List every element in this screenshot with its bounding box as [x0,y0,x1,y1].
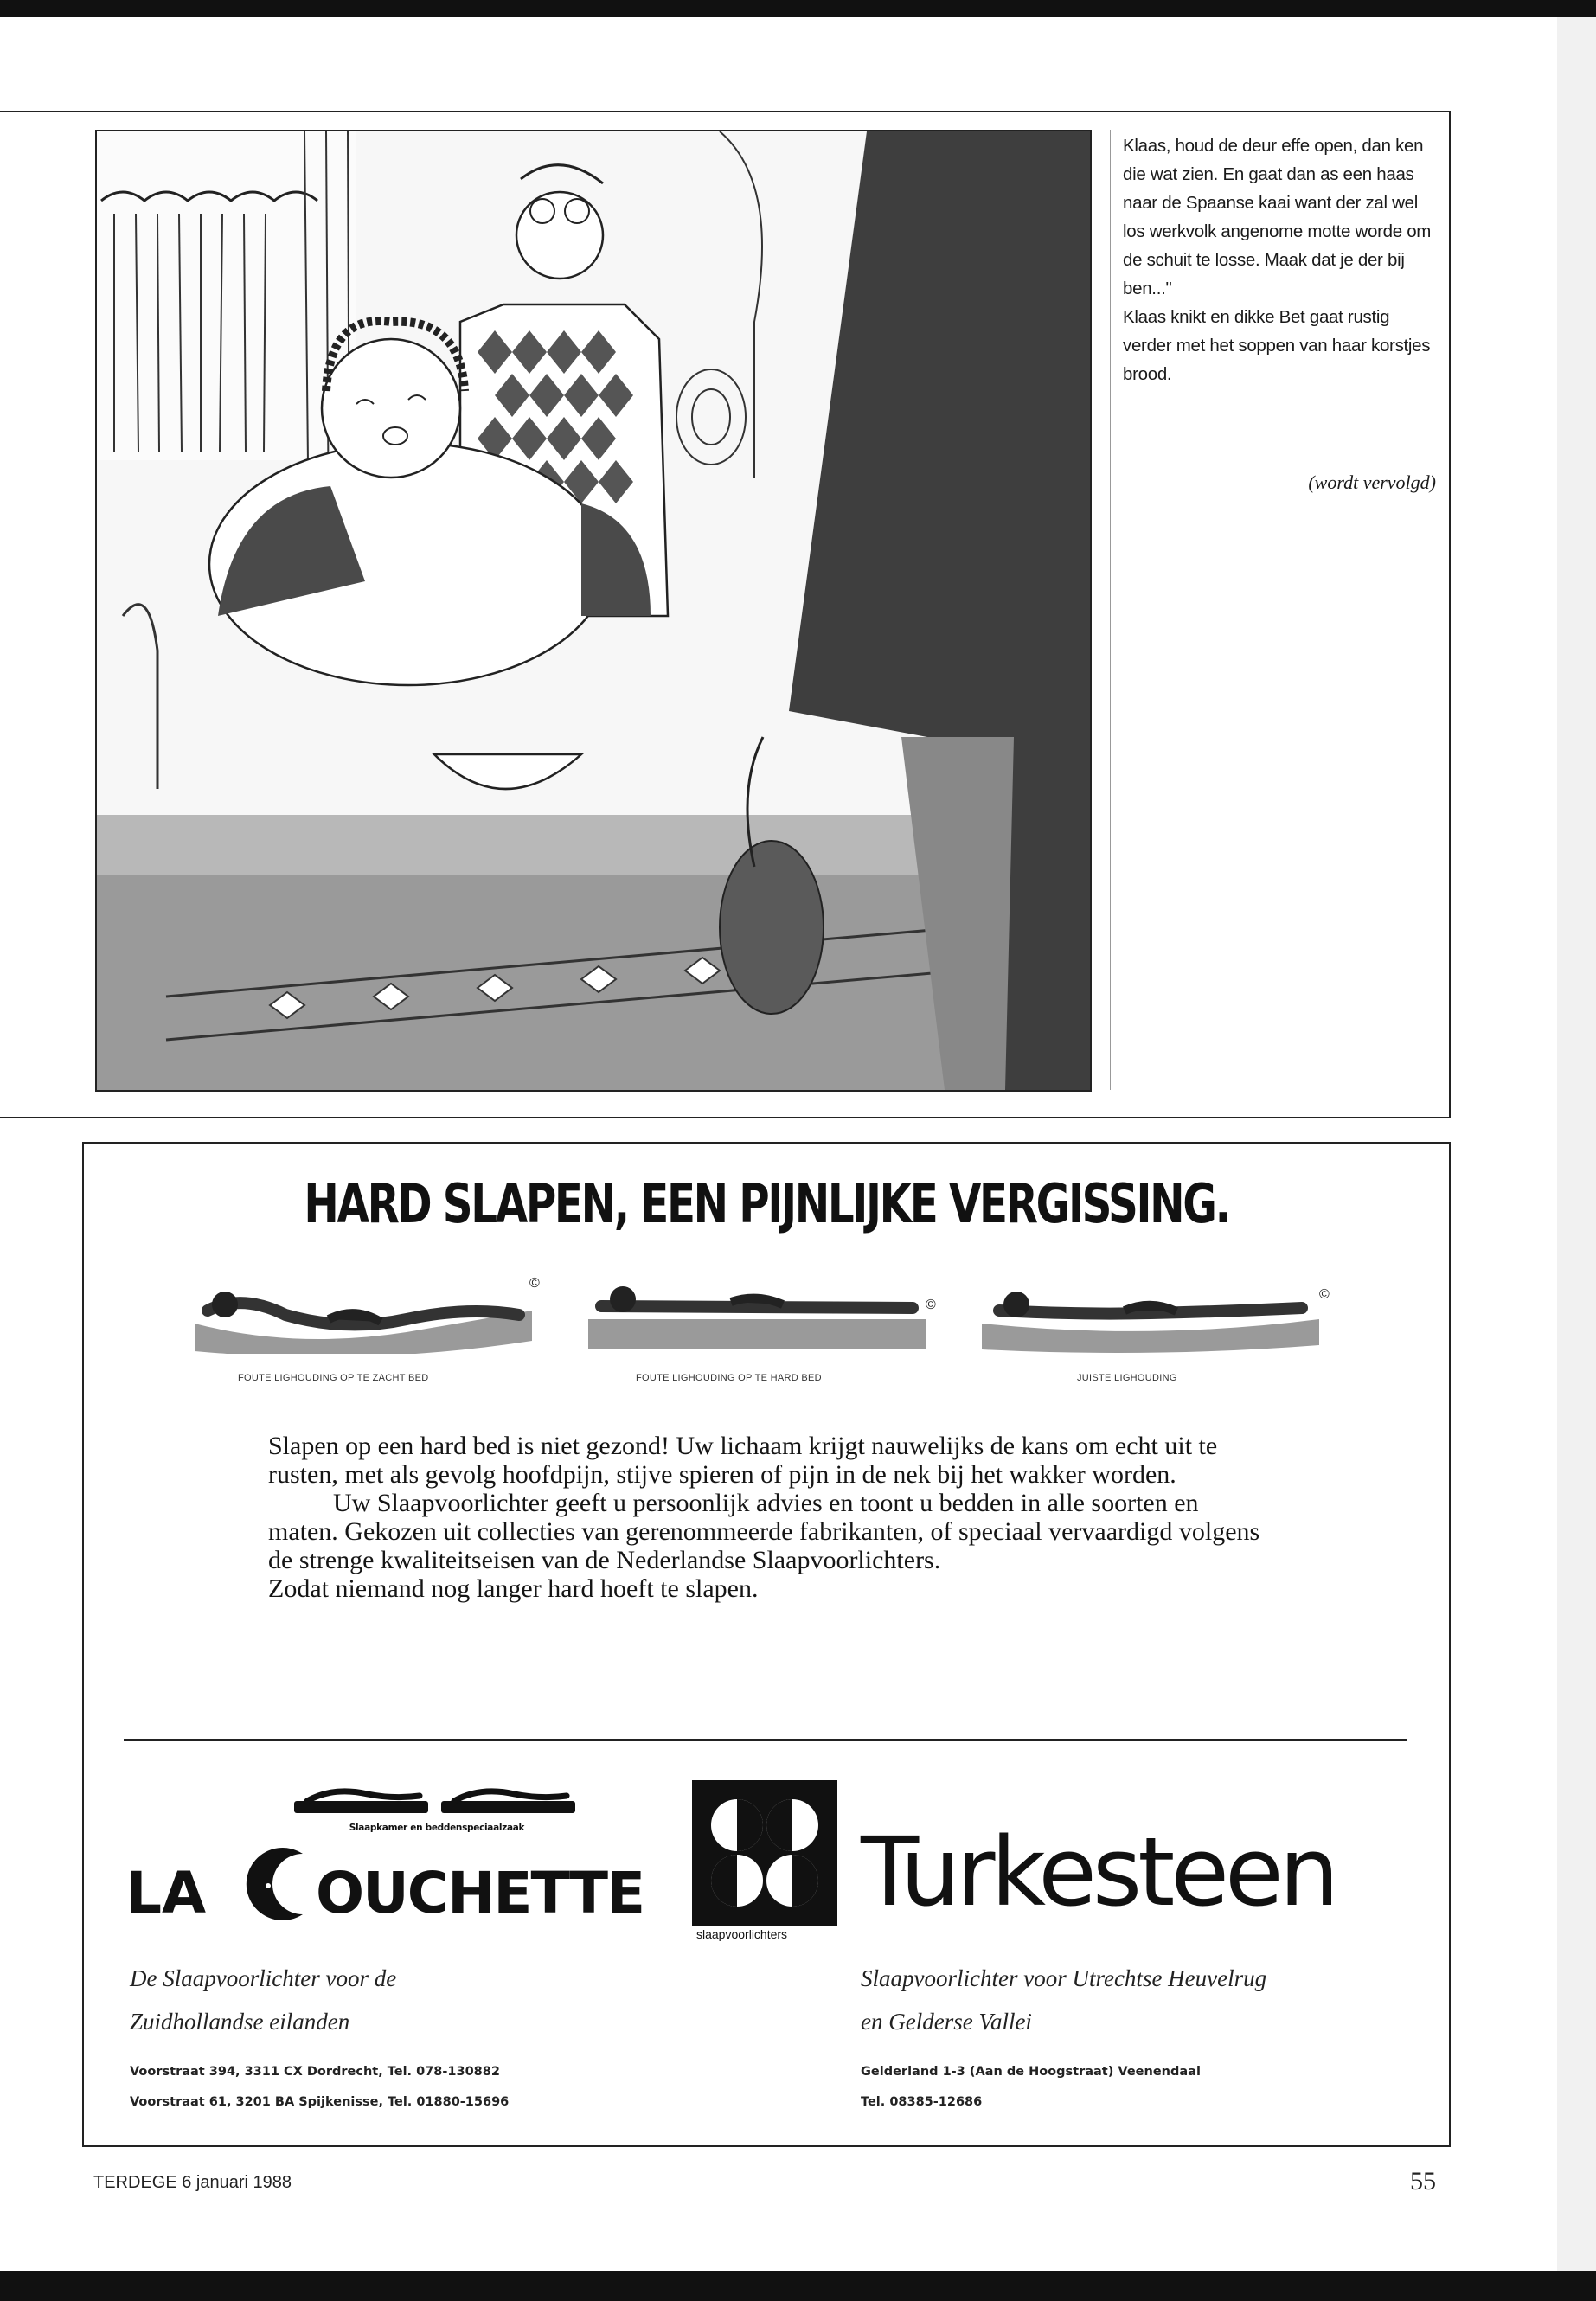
sleeper-caption: JUISTE LIGHOUDING [1077,1373,1177,1383]
address-line: Tel. 08385-12686 [861,2095,983,2109]
story-paragraph: Klaas, houd de deur effe open, dan ken die wat zien. En gaat dan as een haas naar de Spaanse kaai want der zal wel los werkvolk angenome motte worde om de schuit te losse. Maak dat je der bij ben..." [1123,136,1432,298]
ad-headline: HARD SLAPEN, EEN PIJNLIJKE VERGISSING. [304,1172,1229,1235]
copyright-mark: © [529,1276,540,1291]
publication-footer: TERDEGE 6 januari 1988 [93,2173,292,2192]
la-couchette-brand-rest: OUCHETTE [316,1860,644,1926]
ad-divider [124,1739,1407,1741]
sleeper-correct-posture-illustration [977,1272,1324,1354]
la-couchette-description [130,1957,396,2043]
sleeper-soft-bed-illustration [190,1272,536,1354]
copyright-mark: © [1319,1287,1330,1302]
description-line: Zuidhollandse eilanden [130,2009,350,2035]
la-couchette-tagline: Slaapkamer en beddenspeciaalzaak [349,1823,525,1833]
sleeper-caption: FOUTE LIGHOUDING OP TE HARD BED [636,1373,822,1383]
address-line: Gelderland 1-3 (Aan de Hoogstraat) Veenendaal [861,2065,1201,2079]
ad-paragraph: Zodat niemand nog langer hard hoeft te slapen. [268,1574,759,1603]
description-line: De Slaapvoorlichter voor de [130,1965,397,1991]
turkesteen-brand: Turkesteen [861,1817,1336,1927]
slaapvoorlichters-logo-icon [692,1780,837,1934]
page-number: 55 [1410,2167,1436,2195]
sleeper-hard-bed-illustration [584,1272,930,1354]
la-couchette-addresses [130,2057,509,2118]
turkesteen-description [861,1957,1266,2043]
ad-paragraph: Uw Slaapvoorlichter geeft u persoonlijk advies en toont u bedden in alle soorten en maten. Gekozen uit collecties van gerenommeerde fabrikanten, of speciaal vervaardigd volgens de strenge kwaliteitseisen van de Nederlandse Slaapvoorlichters. [268,1489,1260,1574]
column-rule [1110,130,1111,1090]
description-line: Slaapvoorlichter voor Utrechtse Heuvelrug [861,1965,1267,1991]
description-line: en Gelderse Vallei [861,2009,1032,2035]
slaapvoorlichters-label: slaapvoorlichters [696,1927,788,1941]
page-margin [1557,17,1596,2271]
ad-body-text [268,1432,1272,1603]
address-line: Voorstraat 61, 3201 BA Spijkenisse, Tel. 01880-15696 [130,2095,510,2109]
sleeper-caption: FOUTE LIGHOUDING OP TE ZACHT BED [238,1373,429,1383]
la-couchette-brand-la: LA [125,1860,207,1926]
ad-paragraph: Slapen op een hard bed is niet gezond! Uw lichaam krijgt nauwelijks de kans om echt uit te rusten, met als gevolg hoofdpijn, stijve spieren of pijn in de nek bij het wakker worden. [268,1432,1218,1489]
top-edge-bar [0,0,1596,17]
comic-illustration [95,130,1092,1092]
bottom-edge-bar [0,2271,1596,2301]
address-line: Voorstraat 394, 3311 CX Dordrecht, Tel. 078-130882 [130,2065,500,2079]
copyright-mark: © [926,1298,936,1312]
bed-logo-icon [290,1782,584,1817]
story-paragraph: Klaas knikt en dikke Bet gaat rustig verder met het soppen van haar korstjes brood. [1123,307,1431,384]
turkesteen-addresses [861,2057,1201,2118]
moon-c-logo-icon [238,1841,324,1927]
story-text [1123,131,1439,388]
continuation-note: (wordt vervolgd) [1308,471,1436,493]
